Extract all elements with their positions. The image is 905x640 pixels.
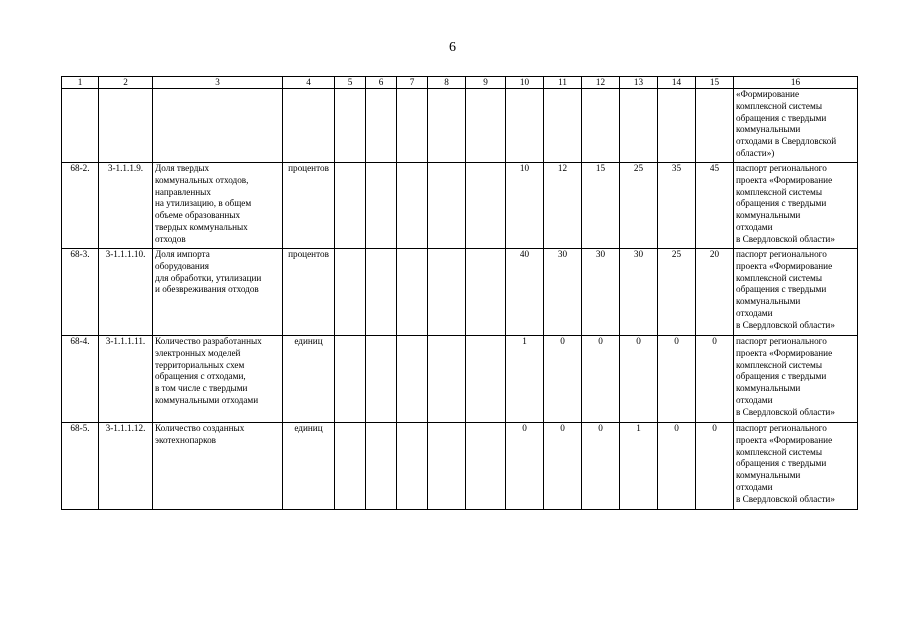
source-cell: паспорт регионального проекта «Формирование комплексной системы обращения с твердыми коммунальными отходами в Свердловской области» — [734, 163, 858, 249]
value-cell-col10: 0 — [506, 423, 544, 510]
empty-cell — [466, 336, 506, 423]
empty-cell — [335, 163, 366, 249]
empty-cell — [466, 89, 506, 163]
indicator-name: Количество созданных экотехнопарков — [153, 423, 283, 510]
row-number: 68-5. — [62, 423, 99, 510]
empty-cell — [428, 163, 466, 249]
table-row — [62, 163, 858, 249]
empty-cell — [466, 163, 506, 249]
value-cell-col14: 0 — [658, 423, 696, 510]
empty-cell — [544, 89, 582, 163]
column-number: 13 — [620, 77, 658, 89]
value-cell-col11: 0 — [544, 336, 582, 423]
empty-cell — [366, 336, 397, 423]
column-number: 10 — [506, 77, 544, 89]
empty-cell — [366, 89, 397, 163]
column-number: 9 — [466, 77, 506, 89]
value-cell-col11: 12 — [544, 163, 582, 249]
column-number: 1 — [62, 77, 99, 89]
empty-cell — [397, 163, 428, 249]
empty-cell — [428, 249, 466, 336]
source-cell: паспорт регионального проекта «Формирование комплексной системы обращения с твердыми коммунальными отходами в Свердловской области» — [734, 249, 858, 336]
column-number: 7 — [397, 77, 428, 89]
unit-cell: единиц — [283, 336, 335, 423]
empty-cell — [620, 89, 658, 163]
value-cell-col10: 40 — [506, 249, 544, 336]
value-cell-col13: 30 — [620, 249, 658, 336]
column-number: 16 — [734, 77, 858, 89]
column-number: 11 — [544, 77, 582, 89]
table-row — [62, 423, 858, 510]
indicator-code: 3-1.1.1.9. — [99, 163, 153, 249]
value-cell-col15: 45 — [696, 163, 734, 249]
empty-cell — [397, 423, 428, 510]
empty-cell — [366, 163, 397, 249]
empty-cell — [397, 89, 428, 163]
column-number: 3 — [153, 77, 283, 89]
value-cell-col12: 15 — [582, 163, 620, 249]
page-number: 6 — [449, 40, 456, 55]
table-row — [62, 249, 858, 336]
value-cell-col11: 30 — [544, 249, 582, 336]
indicator-code: 3-1.1.1.12. — [99, 423, 153, 510]
value-cell-col15: 0 — [696, 423, 734, 510]
row-number: 68-3. — [62, 249, 99, 336]
empty-cell — [466, 423, 506, 510]
empty-cell — [335, 336, 366, 423]
column-number: 8 — [428, 77, 466, 89]
empty-cell — [366, 423, 397, 510]
indicator-code: 3-1.1.1.10. — [99, 249, 153, 336]
unit-cell: единиц — [283, 423, 335, 510]
value-cell-col12: 0 — [582, 336, 620, 423]
value-cell-col13: 0 — [620, 336, 658, 423]
column-number: 15 — [696, 77, 734, 89]
empty-cell — [283, 89, 335, 163]
column-number: 5 — [335, 77, 366, 89]
empty-cell — [397, 336, 428, 423]
table-row — [62, 336, 858, 423]
value-cell-col15: 20 — [696, 249, 734, 336]
value-cell-col14: 0 — [658, 336, 696, 423]
empty-cell — [428, 423, 466, 510]
empty-cell — [153, 89, 283, 163]
source-cell: «Формирование комплексной системы обращения с твердыми коммунальными отходами в Свердловской области») — [734, 89, 858, 163]
empty-cell — [506, 89, 544, 163]
empty-cell — [582, 89, 620, 163]
column-number: 14 — [658, 77, 696, 89]
indicator-name: Доля твердых коммунальных отходов, направленных на утилизацию, в общем объеме образованных твердых коммунальных отходов — [153, 163, 283, 249]
column-number: 4 — [283, 77, 335, 89]
value-cell-col14: 25 — [658, 249, 696, 336]
indicator-name: Доля импорта оборудования для обработки, утилизации и обезвреживания отходов — [153, 249, 283, 336]
value-cell-col12: 0 — [582, 423, 620, 510]
value-cell-col12: 30 — [582, 249, 620, 336]
empty-cell — [397, 249, 428, 336]
column-number: 6 — [366, 77, 397, 89]
unit-cell: процентов — [283, 163, 335, 249]
value-cell-col13: 25 — [620, 163, 658, 249]
value-cell-col11: 0 — [544, 423, 582, 510]
table-row-continuation — [62, 89, 858, 163]
empty-cell — [335, 423, 366, 510]
empty-cell — [335, 249, 366, 336]
unit-cell: процентов — [283, 249, 335, 336]
empty-cell — [428, 336, 466, 423]
value-cell-col14: 35 — [658, 163, 696, 249]
source-cell: паспорт регионального проекта «Формирование комплексной системы обращения с твердыми коммунальными отходами в Свердловской области» — [734, 336, 858, 423]
value-cell-col13: 1 — [620, 423, 658, 510]
value-cell-col10: 10 — [506, 163, 544, 249]
empty-cell — [99, 89, 153, 163]
empty-cell — [696, 89, 734, 163]
empty-cell — [335, 89, 366, 163]
source-cell: паспорт регионального проекта «Формирование комплексной системы обращения с твердыми коммунальными отходами в Свердловской области» — [734, 423, 858, 510]
empty-cell — [428, 89, 466, 163]
indicator-name: Количество разработанных электронных моделей территориальных схем обращения с отходами, в том числе с твердыми коммунальными отходами — [153, 336, 283, 423]
row-number: 68-2. — [62, 163, 99, 249]
column-number: 2 — [99, 77, 153, 89]
row-number: 68-4. — [62, 336, 99, 423]
value-cell-col10: 1 — [506, 336, 544, 423]
indicators-table — [61, 76, 858, 510]
empty-cell — [466, 249, 506, 336]
value-cell-col15: 0 — [696, 336, 734, 423]
empty-cell — [366, 249, 397, 336]
column-number-row — [62, 77, 858, 89]
column-number: 12 — [582, 77, 620, 89]
empty-cell — [658, 89, 696, 163]
empty-cell — [62, 89, 99, 163]
indicator-code: 3-1.1.1.11. — [99, 336, 153, 423]
